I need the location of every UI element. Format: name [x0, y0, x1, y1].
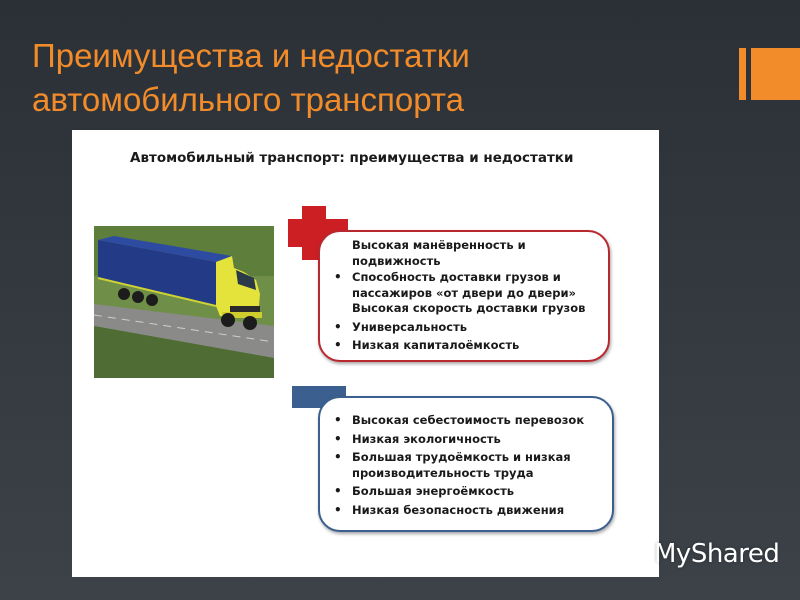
- decorative-accent-bar-thin: [739, 48, 746, 100]
- disadvantage-item-text: Большая энергоёмкость: [352, 484, 515, 498]
- advantage-item: [330, 238, 600, 269]
- disadvantage-item: [330, 413, 610, 429]
- panel-heading: Автомобильный транспорт: преимущества и недостатки: [130, 150, 574, 166]
- advantage-item: [330, 270, 600, 317]
- bullet-icon: •: [334, 450, 342, 464]
- advantages-card: [318, 230, 610, 362]
- decorative-accent-bar-wide: [751, 48, 800, 100]
- advantages-list: [330, 238, 600, 357]
- advantage-item-text: Способность доставки грузов и пассажиров «от двери до двери» Высокая скорость доставки грузов: [352, 270, 586, 315]
- disadvantage-item-text: Низкая экологичность: [352, 431, 501, 446]
- disadvantage-item-text: Низкая безопасность движения: [352, 502, 565, 517]
- disadvantages-list: [330, 413, 610, 521]
- advantage-item: [330, 338, 600, 354]
- disadvantage-item: [330, 484, 610, 500]
- advantage-item-text: Универсальность: [352, 319, 468, 334]
- slide-title-line-2: автомобильного транспорта: [32, 81, 464, 119]
- bullet-icon: •: [334, 413, 342, 427]
- bullet-icon: •: [334, 319, 342, 334]
- bullet-icon: •: [334, 338, 342, 352]
- bullet-icon: •: [334, 270, 342, 284]
- watermark-text: MyShared: [654, 539, 780, 569]
- content-panel: [72, 130, 659, 577]
- disadvantage-item-text: Высокая себестоимость перевозок: [352, 413, 585, 427]
- truck-illustration: [94, 226, 274, 378]
- truck-photo: [94, 226, 274, 378]
- slide-title-line-1: Преимущества и недостатки: [32, 37, 470, 75]
- advantage-item-text: Высокая манёвренность и подвижность: [352, 238, 526, 268]
- bullet-icon: •: [334, 484, 342, 498]
- watermark: [608, 536, 779, 572]
- disadvantage-item: [330, 450, 610, 481]
- advantage-item-text: Низкая капиталоёмкость: [352, 338, 520, 352]
- slide-title: [32, 34, 712, 122]
- bullet-icon: •: [334, 431, 342, 446]
- bullet-icon: •: [334, 502, 342, 517]
- disadvantages-card: [318, 396, 614, 532]
- disadvantage-item: [330, 503, 610, 519]
- advantage-item: [330, 320, 600, 336]
- disadvantage-item-text: Большая трудоёмкость и низкая производительность труда: [352, 450, 571, 480]
- presentation-board-icon: [608, 536, 648, 572]
- disadvantage-item: [330, 432, 610, 448]
